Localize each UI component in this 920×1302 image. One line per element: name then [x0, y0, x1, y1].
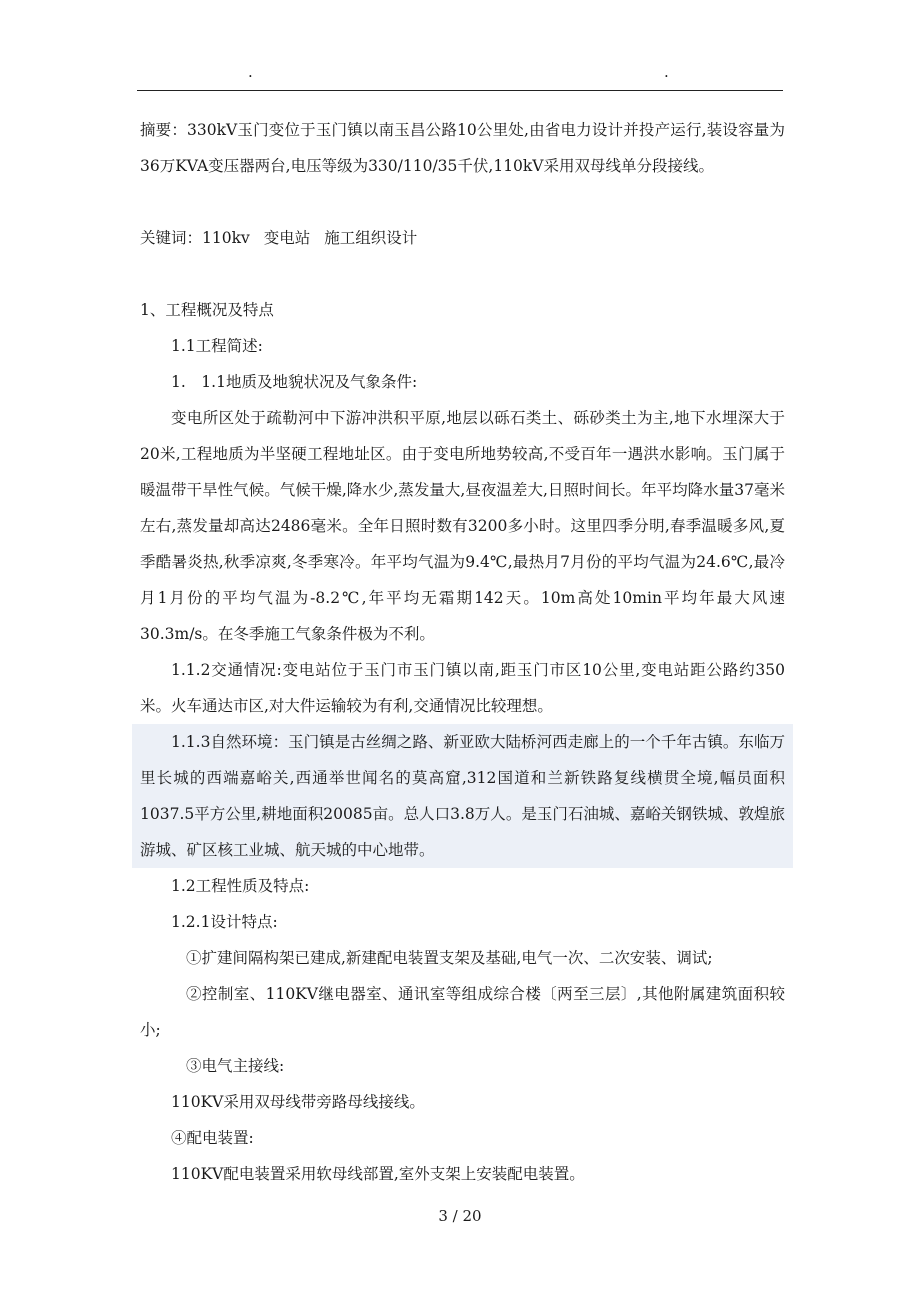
list-item-1: ①扩建间隔构架已建成,新建配电装置支架及基础,电气一次、二次安装、调试; [186, 949, 713, 967]
page-number: 3 / 20 [438, 1207, 482, 1225]
keywords-line [140, 220, 785, 256]
header-dot-right: . [664, 63, 669, 81]
header-dot-left: . [248, 63, 253, 81]
section-1-1-1-body: 变电所区处于疏勒河中下游冲洪积平原,地层以砾石类土、砾砂类土为主,地下水埋深大于20米,工程地质为半坚硬工程地址区。由于变电所地势较高,不受百年一遇洪水影响。玉门属于暖温带干旱性气候。气候干燥,降水少,蒸发量大,昼夜温差大,日照时间长。年平均降水量37毫米左右,蒸发量却高达2486毫米。全年日照时数有3200多小时。这里四季分明,春季温暖多风,夏季酷暑炎热,秋季凉爽,冬季寒冷。年平均气温为9.4℃,最热月7月份的平均气温为24.6℃,最冷月1月份的平均气温为-8.2℃,年平均无霜期142天。10m高处10min平均年最大风速30.3m/s。在冬季施工气象条件极为不利。 [140, 409, 785, 643]
section-1-1-1-heading: 1. 1.1地质及地貌状况及气象条件: [171, 373, 418, 391]
keywords-label: 关键词： [140, 229, 203, 247]
abstract-paragraph: 摘要：330kV玉门变位于玉门镇以南玉昌公路10公里处,由省电力设计并投产运行,装设容量为36万KVA变压器两台,电压等级为330/110/35千伏,110kV采用双母线单分段接线。 [140, 121, 785, 175]
keyword-1: 110kv [202, 229, 250, 247]
document-body [140, 112, 785, 1192]
section-1-heading: 1、工程概况及特点 [140, 301, 274, 319]
section-1-2-heading: 1.2工程性质及特点: [171, 877, 310, 895]
list-item-4-body: 110KV配电装置采用软母线部置,室外支架上安装配电装置。 [171, 1165, 585, 1183]
list-item-4: ④配电装置: [171, 1129, 254, 1147]
section-1-2-1-heading: 1.2.1设计特点: [171, 913, 278, 931]
section-1-1-3-paragraph: 1.1.3自然环境：玉门镇是古丝绸之路、新亚欧大陆桥河西走廊上的一个千年古镇。东临万里长城的西端嘉峪关,西通举世闻名的莫高窟,312国道和兰新铁路复线横贯全境,幅员面积1037.5平方公里,耕地面积20085亩。总人口3.8万人。是玉门石油城、嘉峪关钢铁城、敦煌旅游城、矿区核工业城、航天城的中心地带。 [132, 724, 793, 868]
list-item-3: ③电气主接线: [186, 1057, 285, 1075]
section-1-1-2-paragraph: 1.1.2交通情况:变电站位于玉门市玉门镇以南,距玉门市区10公里,变电站距公路约350米。火车通达市区,对大件运输较为有利,交通情况比较理想。 [140, 661, 785, 715]
keyword-3: 施工组织设计 [324, 229, 418, 247]
section-1-1-heading: 1.1工程简述: [171, 337, 263, 355]
header-rule [137, 90, 783, 91]
list-item-3-body: 110KV采用双母线带旁路母线接线。 [171, 1093, 425, 1111]
keyword-2: 变电站 [263, 229, 311, 247]
list-item-2: ②控制室、110KV继电器室、通讯室等组成综合楼〔两至三层〕,其他附属建筑面积较小; [140, 985, 785, 1039]
